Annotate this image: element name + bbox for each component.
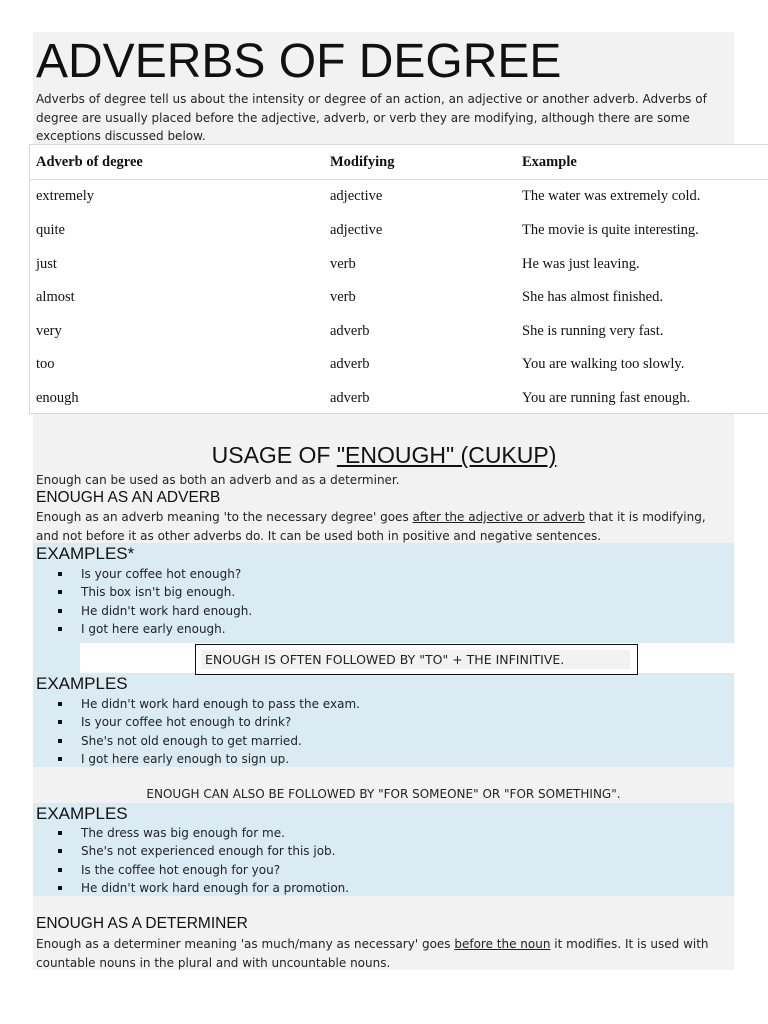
list-item <box>58 583 252 601</box>
table-row <box>30 381 768 415</box>
bullet-icon <box>58 849 62 853</box>
list-item <box>58 565 252 583</box>
examples-list-3 <box>58 824 349 897</box>
list-item <box>58 879 349 897</box>
table-row <box>30 213 768 247</box>
examples-heading-2: EXAMPLES <box>36 674 128 693</box>
table-cell-modifying: adjective <box>330 188 383 204</box>
table-cell-modifying: adverb <box>330 390 370 406</box>
table-cell-adverb: quite <box>36 222 65 238</box>
list-item-text: Is your coffee hot enough? <box>81 567 242 581</box>
table-cell-modifying: verb <box>330 256 356 272</box>
list-item-text: I got here early enough to sign up. <box>81 751 290 766</box>
bullet-icon <box>58 702 62 706</box>
bullet-icon <box>58 627 62 631</box>
bullet-icon <box>58 868 62 872</box>
table-header-adverb: Adverb of degree <box>36 154 143 170</box>
examples-heading-1: EXAMPLES* <box>36 544 135 563</box>
list-item-text: She's not old enough to get married. <box>81 733 302 748</box>
list-item <box>58 750 360 768</box>
table-cell-adverb: very <box>36 323 62 339</box>
table-cell-example: You are running fast enough. <box>522 390 691 406</box>
adverbs-table <box>29 144 768 414</box>
bullet-icon <box>58 757 62 761</box>
table-row <box>30 347 768 381</box>
list-item-text: Is the coffee hot enough for you? <box>81 862 281 877</box>
table-cell-example: You are walking too slowly. <box>522 356 685 372</box>
table-cell-adverb: extremely <box>36 188 94 204</box>
usage-title-prefix: USAGE OF <box>211 442 337 468</box>
table-header-row <box>30 145 768 180</box>
table-cell-example: He was just leaving. <box>522 256 640 272</box>
table-cell-adverb: enough <box>36 390 79 406</box>
for-someone-note: ENOUGH CAN ALSO BE FOLLOWED BY "FOR SOMEONE" OR "FOR SOMETHING". <box>146 787 621 801</box>
list-item-text: He didn't work hard enough to pass the exam. <box>81 697 360 711</box>
adverb-heading: ENOUGH AS AN ADVERB <box>36 489 221 506</box>
adverb-text-underlined: after the adjective or adverb <box>412 510 585 524</box>
table-header-example: Example <box>522 154 577 170</box>
examples-band-1b <box>33 643 80 673</box>
usage-intro: Enough can be used as both an adverb and as a determiner. <box>36 473 400 487</box>
table-cell-example: She is running very fast. <box>522 323 664 339</box>
table-header-modifying: Modifying <box>330 154 395 170</box>
table-cell-adverb: too <box>36 356 55 372</box>
list-item-text: The dress was big enough for me. <box>81 826 285 840</box>
list-item <box>58 695 360 713</box>
intro-paragraph: Adverbs of degree tell us about the intensity or degree of an action, an adjective or another adverb. Adverbs of degree are usually placed before the adjective, adverb, or verb they are modifying, although there are some exceptions discussed below. <box>36 92 707 143</box>
list-item <box>58 861 349 879</box>
list-item-text: She's not experienced enough for this job. <box>81 844 336 859</box>
adverb-text-part: Enough as an adverb meaning 'to the necessary degree' goes <box>36 510 413 524</box>
list-item <box>58 602 252 620</box>
list-item <box>58 732 360 750</box>
examples-list-1 <box>58 565 252 638</box>
table-cell-example: The water was extremely cold. <box>522 188 701 204</box>
table-row <box>30 280 768 314</box>
adverb-paragraph <box>36 508 726 545</box>
list-item-text: This box isn't big enough. <box>81 585 236 600</box>
table-row <box>30 179 768 213</box>
infinitive-callout <box>195 644 638 675</box>
bullet-icon <box>58 572 62 576</box>
adverb-text-part: that it is modifying, and not before it as other adverbs do. It can be used both in positive and negative sentences. <box>36 510 706 543</box>
determiner-text-underlined: before the noun <box>454 937 551 951</box>
bullet-icon <box>58 720 62 724</box>
list-item <box>58 620 252 638</box>
bullet-icon <box>58 886 62 890</box>
table-cell-example: The movie is quite interesting. <box>522 222 699 238</box>
usage-title-underlined: "ENOUGH" (CUKUP) <box>336 442 557 468</box>
list-item <box>58 824 349 842</box>
list-item <box>58 842 349 860</box>
determiner-paragraph <box>36 935 726 972</box>
list-item-text: He didn't work hard enough for a promotion. <box>81 880 350 895</box>
bullet-icon <box>58 739 62 743</box>
bullet-icon <box>58 831 62 835</box>
table-row <box>30 247 768 281</box>
page-title: ADVERBS OF DEGREE <box>36 35 562 88</box>
table-cell-modifying: adverb <box>330 356 370 372</box>
determiner-text-part: it modifies. It is used with countable nouns in the plural and with uncountable nouns. <box>36 937 709 970</box>
table-cell-modifying: verb <box>330 289 356 305</box>
table-row <box>30 314 768 348</box>
list-item-text: He didn't work hard enough. <box>81 603 253 618</box>
usage-title <box>0 440 768 470</box>
list-item <box>58 713 360 731</box>
callout-text: ENOUGH IS OFTEN FOLLOWED BY "TO" + THE INFINITIVE. <box>201 650 630 669</box>
table-cell-example: She has almost finished. <box>522 289 663 305</box>
examples-heading-3: EXAMPLES <box>36 804 128 823</box>
determiner-heading: ENOUGH AS A DETERMINER <box>36 915 248 932</box>
examples-list-2 <box>58 695 360 768</box>
bullet-icon <box>58 609 62 613</box>
table-cell-modifying: adjective <box>330 222 383 238</box>
table-cell-adverb: almost <box>36 289 75 305</box>
table-cell-modifying: adverb <box>330 323 370 339</box>
table-cell-adverb: just <box>36 256 57 272</box>
bullet-icon <box>58 590 62 594</box>
list-item-text: I got here early enough. <box>81 621 226 636</box>
list-item-text: Is your coffee hot enough to drink? <box>81 715 292 730</box>
determiner-text-part: Enough as a determiner meaning 'as much/many as necessary' goes <box>36 937 455 951</box>
